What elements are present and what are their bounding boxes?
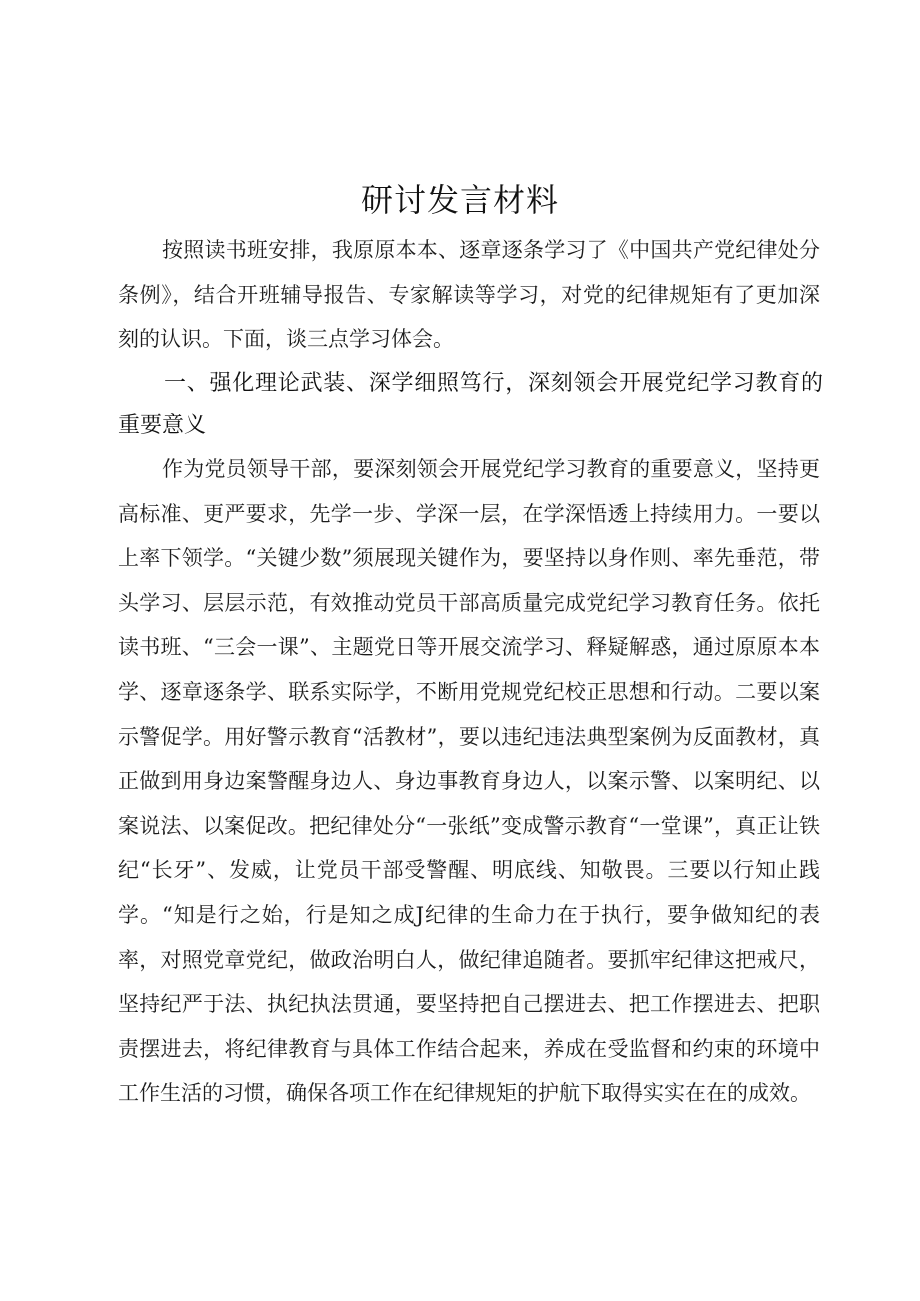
body-paragraph: 作为党员领导干部，要深刻领会开展党纪学习教育的重要意义，坚持更高标准、更严要求，先学一步、学深一层，在学深悟透上持续用力。一要以上率下领学。“关键少数”须展现关键作为，要坚持以身作则、率先垂范，带头学习、层层示范，有效推动党员干部高质量完成党纪学习教育任务。依托读书班、“三会一课”、主题党日等开展交流学习、释疑解惑，通过原原本本学、逐章逐条学、联系实际学，不断用党规党纪校正思想和行动。二要以案示警促学。用好警示教育“活教材”，要以违纪违法典型案例为反面教材，真正做到用身边案警醒身边人、身边事教育身边人，以案示警、以案明纪、以案说法、以案促改。把纪律处分“一张纸”变成警示教育“一堂课”，真正让铁纪“长牙”、发威，让党员干部受警醒、明底线、知敬畏。三要以行知止践学。“知是行之始，行是知之成J纪律的生命力在于执行，要争做知纪的表率，对照党章党纪，做政治明白人，做纪律追随者。要抓牢纪律这把戒尺，坚持纪严于法、执纪执法贯通，要坚持把自己摆进去、把工作摆进去、把职责摆进去，将纪律教育与具体工作结合起来，养成在受监督和约束的环境中工作生活的习惯，确保各项工作在纪律规矩的护航下取得实实在在的成效。 bbox=[118, 457, 820, 1106]
section-heading: 一、强化理论武装、深学细照笃行，深刻领会开展党纪学习教育的重要意义 bbox=[118, 371, 823, 438]
document-title: 研讨发言材料 bbox=[360, 181, 559, 219]
intro-paragraph: 按照读书班安排，我原原本本、逐章逐条学习了《中国共产党纪律处分条例》，结合开班辅导报告、专家解读等学习，对党的纪律规矩有了更加深刻的认识。下面，谈三点学习体会。 bbox=[118, 238, 820, 352]
